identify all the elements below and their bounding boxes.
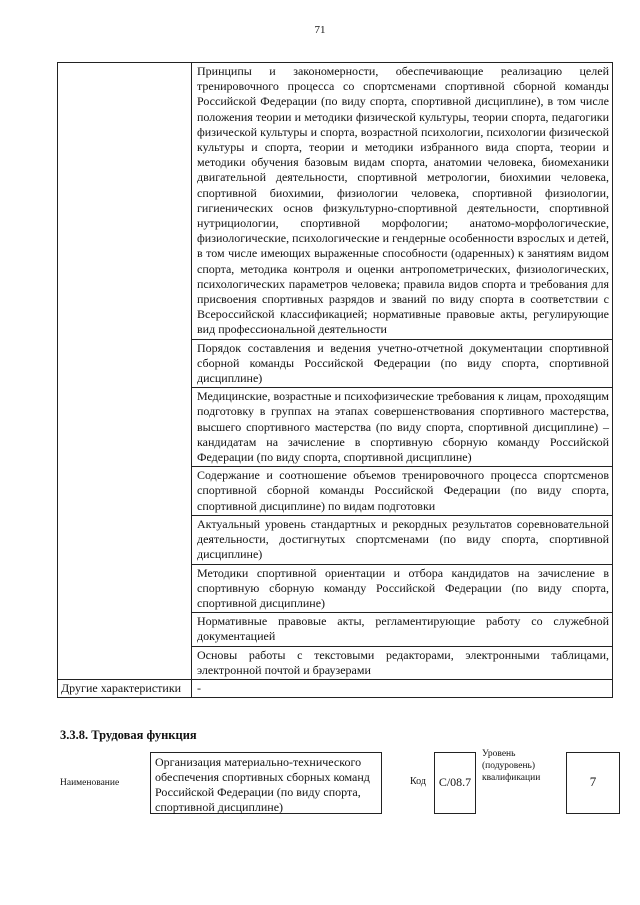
- knowledge-item: Методики спортивной ориентации и отбора кандидатов на зачисление в спортивную сборную команду Российской Федерации (по виду спорта, спортивной дисциплине): [192, 564, 613, 613]
- knowledge-item: Принципы и закономерности, обеспечивающие реализацию целей тренировочного процесса со спортсменами спортивной сборной команды Российской Федерации (по виду спорта, спортивной дисциплине), в том числе положения теории и методики физической культуры, теории спорта, педагогики физической культуры и спорта, возрастной психологии, психологии физической культуры и спорта, теории и методики избранного вида спорта, теории и методики обучения базовым видам спорта, анатомии человека, биомеханики двигательной деятельности, спортивной метрологии, биохимии человека, спортивной биохимии, физиологии человека, спортивной физиологии, гигиенических основ физкультурно-спортивной деятельности, спортивной нутрициологии, спортивной морфологии; анатомо-морфологические, физиологические, психологические и гендерные особенности взрослых и детей, в том числе имеющих выраженные способности (одаренных) к занятиям видом спорта, методика контроля и оценки антропометрических, физиологических, психологических параметров человека; правила видов спорта и требования для присвоения спортивных разрядов и званий по виду спорта в соответствии с Всероссийской классификацией; нормативные правовые акты, регулирующие вид профессиональной деятельности: [192, 63, 613, 340]
- table-row: [58, 63, 613, 340]
- knowledge-item: Содержание и соотношение объемов тренировочного процесса спортсменов спортивной сборной команды Российской Федерации (по виду спорта, спортивной дисциплине) по видам подготовки: [192, 467, 613, 516]
- other-characteristics-label: Другие характеристики: [58, 679, 192, 697]
- table-row: [58, 679, 613, 697]
- knowledge-item: Актуальный уровень стандартных и рекордных результатов соревновательной деятельности, достигнутых спортсменами (по виду спорта, спортивной дисциплине): [192, 515, 613, 564]
- knowledge-item: Основы работы с текстовыми редакторами, электронными таблицами, электронной почтой и браузерами: [192, 646, 613, 679]
- row-label-empty: [58, 63, 192, 680]
- knowledge-item: Нормативные правовые акты, регламентирующие работу со служебной документацией: [192, 613, 613, 646]
- code-box: C/08.7: [434, 752, 476, 814]
- other-characteristics-value: -: [192, 679, 613, 697]
- function-name-box: Организация материально-технического обеспечения спортивных сборных команд Российской Федерации (по виду спорта, спортивной дисциплине): [150, 752, 382, 814]
- name-label: Наименование: [60, 778, 120, 788]
- qualification-level-box: 7: [566, 752, 620, 814]
- knowledge-item: Медицинские, возрастные и психофизические требования к лицам, проходящим подготовку в группах на этапах совершенствования спортивного мастерства, высшего спортивного мастерства (по виду спорта, спортивной дисциплине) – кандидатам на зачисление в спортивную сборную команду Российской Федерации (по виду спорта, спортивной дисциплине): [192, 388, 613, 467]
- qualification-level-label: Уровень (подуровень) квалификации: [482, 749, 541, 783]
- requirements-table: [57, 62, 613, 698]
- labor-function-header: [60, 749, 620, 822]
- section-title: 3.3.8. Трудовая функция: [60, 728, 197, 742]
- code-label: Код: [410, 776, 426, 787]
- page-number: 71: [314, 24, 326, 36]
- knowledge-item: Порядок составления и ведения учетно-отчетной документации спортивной сборной команды Российской Федерации (по виду спорта, спортивной дисциплине): [192, 339, 613, 388]
